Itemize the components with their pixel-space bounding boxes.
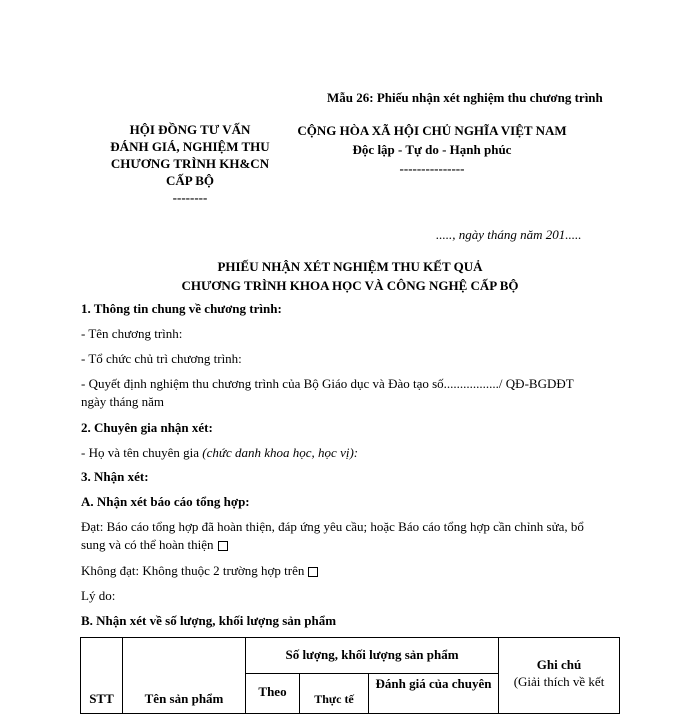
council-dash: -------- [172,190,208,205]
document-title [80,257,620,295]
date-line: ....., ngày tháng năm 201..... [436,227,582,242]
decision-date-field: ngày tháng năm [81,394,165,409]
expert-eval-header: Đánh giá của chuyên [369,674,499,714]
products-table [80,637,620,714]
expert-name-field [81,445,358,461]
stt-header: STT [81,638,123,714]
republic-header [282,121,582,178]
reason-field: Lý do: [81,588,116,603]
section-1-heading: 1. Thông tin chung về chương trình: [81,301,282,316]
pass-option-text: sung và có thể hoàn thiện [81,537,214,552]
note-header: Ghi chú (Giải thích về kết [499,638,620,714]
republic-line-1: CỘNG HÒA XÃ HỘI CHỦ NGHĨA VIỆT NAM [297,123,567,138]
section-3a-heading: A. Nhận xét báo cáo tổng hợp: [81,494,250,509]
council-line-1: HỘI ĐỒNG TƯ VẤN [129,122,251,137]
program-name-field: - Tên chương trình: [81,326,183,341]
planned-header: Theo [246,674,300,714]
title-line-1: PHIẾU NHẬN XÉT NGHIỆM THU KẾT QUẢ [217,259,483,274]
republic-line-2: Độc lập - Tự do - Hạnh phúc [352,142,512,157]
council-header [95,121,285,206]
council-line-4: CẤP BỘ [165,173,215,188]
host-organization-field: - Tổ chức chủ trì chương trình: [81,351,242,366]
decision-field: - Quyết định nghiệm thu chương trình của Bộ Giáo dục và Đào tạo số................./ QĐ-BGDĐT [81,376,574,391]
expert-name-label: - Họ và tên chuyên gia [81,445,203,460]
title-line-2: CHƯƠNG TRÌNH KHOA HỌC VÀ CÔNG NGHỆ CẤP BỘ [181,278,519,293]
pass-option-line-2 [81,537,228,553]
council-line-3: CHƯƠNG TRÌNH KH&CN [110,156,270,171]
quantity-group-header: Số lượng, khối lượng sản phẩm [246,638,499,674]
actual-header: Thực tế [300,674,369,714]
fail-option [81,563,318,579]
republic-dash: --------------- [399,161,465,176]
pass-option-line-1: Đạt: Báo cáo tổng hợp đã hoàn thiện, đáp ứng yêu cầu; hoặc Báo cáo tổng hợp cần chỉnh sửa, bổ [81,519,584,534]
form-label: Mẫu 26: Phiếu nhận xét nghiệm thu chương trình [327,90,603,105]
fail-checkbox[interactable] [308,567,318,577]
expert-title-label: (chức danh khoa học, học vị): [202,445,359,460]
section-3b-heading: B. Nhận xét về số lượng, khối lượng sản phẩm [81,613,337,628]
section-3-heading: 3. Nhận xét: [81,469,149,484]
product-name-header: Tên sản phẩm [123,638,246,714]
section-2-heading: 2. Chuyên gia nhận xét: [81,420,213,435]
pass-checkbox[interactable] [218,541,228,551]
council-line-2: ĐÁNH GIÁ, NGHIỆM THU [110,139,270,154]
fail-option-text: Không đạt: Không thuộc 2 trường hợp trên [81,563,305,578]
